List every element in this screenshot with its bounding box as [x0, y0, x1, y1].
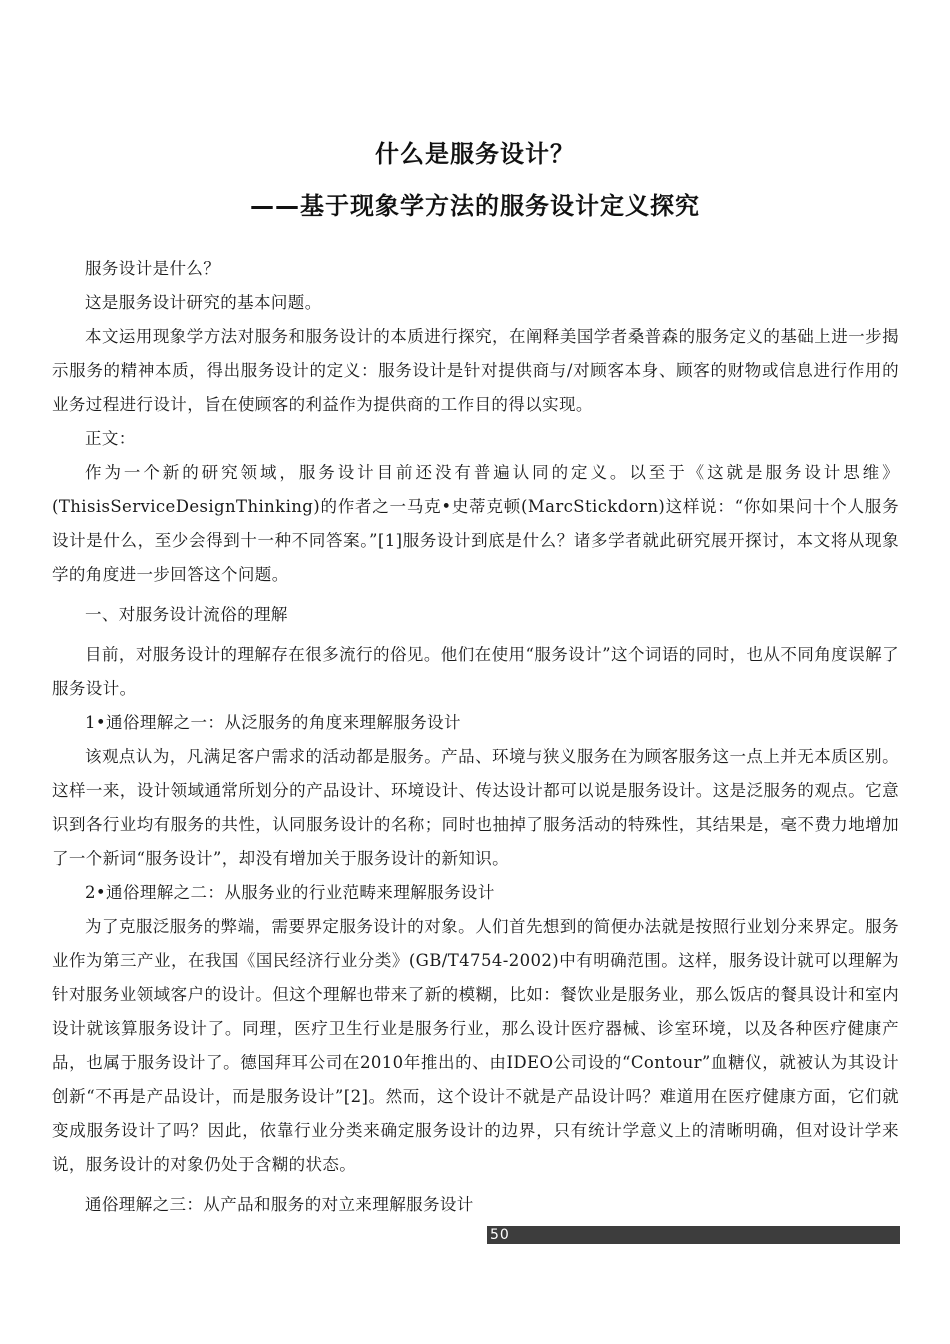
paragraph: 目前，对服务设计的理解存在很多流行的俗见。他们在使用“服务设计”这个词语的同时，也从不同角度误解了服务设计。: [52, 645, 899, 698]
page-title: 什么是服务设计？: [375, 140, 575, 168]
footer-bar: [487, 1226, 900, 1244]
paragraph: 为了克服泛服务的弊端，需要界定服务设计的对象。人们首先想到的简便办法就是按照行业划分来界定。服务业作为第三产业，在我国《国民经济行业分类》(GB/T4754-2002)中有明确范围。这样，服务设计就可以理解为针对服务业领域客户的设计。但这个理解也带来了新的模糊，比如：餐饮业是服务业，那么饭店的餐具设计和室内设计就该算服务设计了。同理，医疗卫生行业是服务行业，那么设计医疗器械、诊室环境，以及各种医疗健康产品，也属于服务设计了。德国拜耳公司在2010年推出的、由IDEO公司设的“Contour”血糖仪，就被认为其设计创新“不再是产品设计，而是服务设计”[2]。然而，这个设计不就是产品设计吗？难道用在医疗健康方面，它们就变成服务设计了吗？因此，依靠行业分类来确定服务设计的边界，只有统计学意义上的清晰明确，但对设计学来说，服务设计的对象仍处于含糊的状态。: [52, 917, 899, 1174]
page-subtitle: ——基于现象学方法的服务设计定义探究: [250, 192, 700, 220]
paragraph: 作为一个新的研究领域，服务设计目前还没有普遍认同的定义。以至于《这就是服务设计思维》(ThisisServiceDesignThinking)的作者之一马克•史蒂克顿(MarcStickdorn)这样说：“你如果问十个人服务设计是什么，至少会得到十一种不同答案。”[1]服务设计到底是什么？诸多学者就此研究展开探讨，本文将从现象学的角度进一步回答这个问题。: [52, 463, 899, 584]
paragraph: 这是服务设计研究的基本问题。: [85, 293, 322, 312]
paragraph: 服务设计是什么？: [85, 259, 221, 278]
subsection-heading: 2•通俗理解之二：从服务业的行业范畴来理解服务设计: [85, 883, 495, 902]
paragraph: 本文运用现象学方法对服务和服务设计的本质进行探究，在阐释美国学者桑普森的服务定义的基础上进一步揭示服务的精神本质，得出服务设计的定义：服务设计是针对提供商与/对顾客本身、顾客的财物或信息进行作用的业务过程进行设计，旨在使顾客的利益作为提供商的工作目的得以实现。: [52, 327, 899, 414]
subsection-heading: 通俗理解之三：从产品和服务的对立来理解服务设计: [85, 1195, 474, 1214]
page-number: 50: [490, 1227, 510, 1243]
subsection-heading: 1•通俗理解之一：从泛服务的角度来理解服务设计: [85, 713, 461, 732]
document-body: [52, 252, 899, 1228]
paragraph: 该观点认为，凡满足客户需求的活动都是服务。产品、环境与狭义服务在为顾客服务这一点上并无本质区别。这样一来，设计领域通常所划分的产品设计、环境设计、传达设计都可以说是服务设计。这是泛服务的观点。它意识到各行业均有服务的共性，认同服务设计的名称；同时也抽掉了服务活动的特殊性，其结果是，毫不费力地增加了一个新词“服务设计”，却没有增加关于服务设计的新知识。: [52, 747, 899, 868]
paragraph: 正文：: [85, 429, 136, 448]
section-heading: 一、对服务设计流俗的理解: [85, 605, 288, 624]
